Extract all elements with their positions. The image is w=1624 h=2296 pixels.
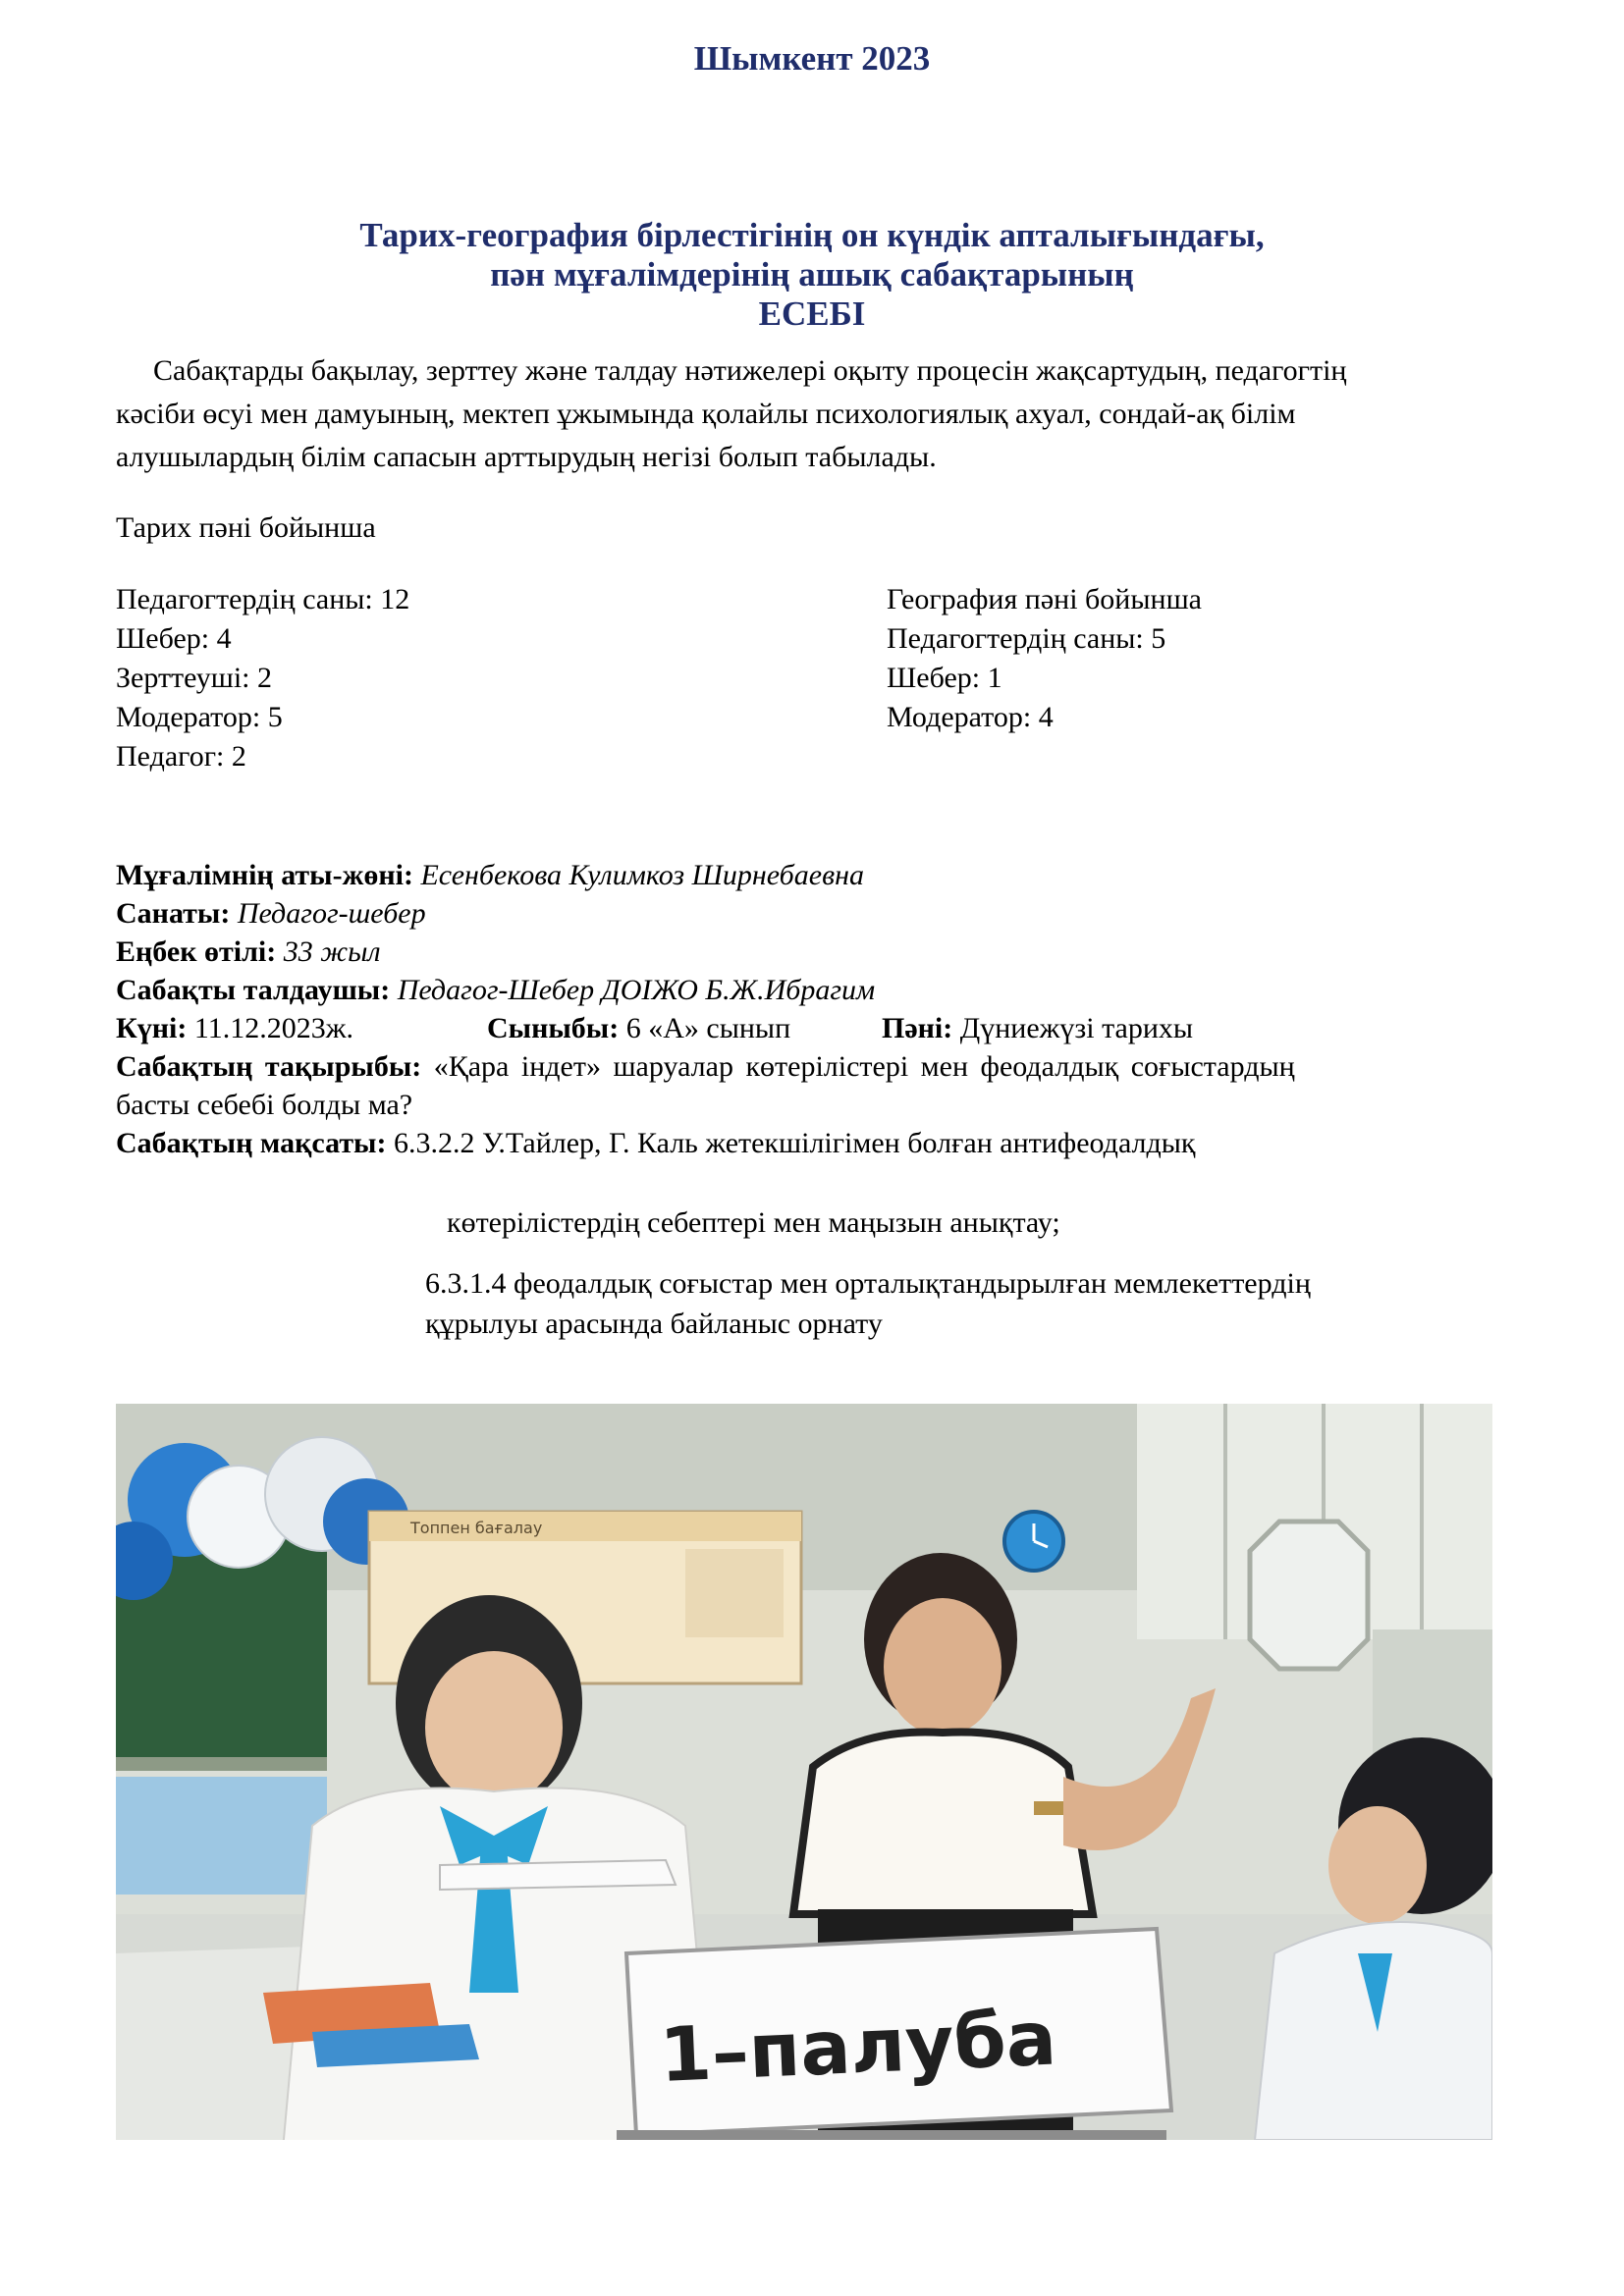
- report-title-line-1: Тарих-география бірлестігінің он күндік апталығындағы,: [359, 216, 1265, 254]
- topic-label: Сабақтың тақырыбы:: [116, 1050, 422, 1083]
- experience-label: Еңбек өтілі:: [116, 935, 277, 968]
- subject-field: [882, 1009, 1193, 1047]
- topic-row: [116, 1047, 1530, 1086]
- subject-value: Дүниежүзі тарихы: [952, 1012, 1194, 1044]
- history-heading: Тарих пәні бойынша: [116, 511, 376, 544]
- analyst-label: Сабақты талдаушы:: [116, 974, 391, 1006]
- analyst-value: Педагог-Шебер ДОІЖО Б.Ж.Ибрагим: [390, 974, 876, 1006]
- report-title: [0, 216, 1624, 334]
- history-stat-item: Педагог: 2: [116, 740, 246, 773]
- report-title-line-2: пән мұғалімдерінің ашық сабақтарының: [490, 255, 1134, 294]
- geography-stats: [887, 580, 1515, 737]
- presentation-board-title: Топпен бағалау: [410, 1519, 543, 1537]
- geography-stat-item: Модератор: 4: [887, 701, 1054, 733]
- classroom-photo: [116, 1404, 1492, 2140]
- geography-heading: География пәні бойынша: [887, 583, 1202, 615]
- date-field: [116, 1009, 353, 1047]
- lesson-details: [116, 856, 1530, 1162]
- experience-row: [116, 933, 1530, 971]
- teacher-label: Мұғалімнің аты-жөні:: [116, 859, 413, 891]
- intro-line-2: кәсіби өсуі мен дамуының, мектеп ұжымында қолайлы психологиялық ахуал, сондай-ақ білім: [116, 398, 1296, 430]
- category-label: Санаты:: [116, 897, 231, 930]
- history-stat-item: Шебер: 4: [116, 622, 232, 655]
- category-row: [116, 894, 1530, 933]
- class-field: [487, 1009, 790, 1047]
- geography-stat-item: Педагогтердің саны: 5: [887, 622, 1166, 655]
- subject-label: Пәні:: [882, 1012, 953, 1044]
- history-stat-item: Педагогтердің саны: 12: [116, 583, 410, 615]
- goal-value: 6.3.2.2 У.Тайлер, Г. Каль жетекшілігімен болған антифеодалдық: [386, 1127, 1196, 1159]
- history-stats: [116, 580, 862, 776]
- teacher-face: [884, 1598, 1001, 1735]
- geography-stat-item: Шебер: 1: [887, 662, 1002, 694]
- teacher-value: Есенбекова Кулимкоз Ширнебаевна: [412, 859, 864, 891]
- date-label: Күні:: [116, 1012, 188, 1044]
- student-face: [425, 1651, 563, 1804]
- teacher-row: [116, 856, 1530, 894]
- topic-row-continued: басты себебі болды ма?: [116, 1089, 413, 1121]
- classroom-photo-illustration: [116, 1404, 1492, 2140]
- date-class-subject-row: [116, 1009, 1530, 1047]
- experience-value: 33 жыл: [276, 935, 381, 968]
- desk-sign-text: 1–палуба: [657, 1994, 1058, 2099]
- class-label: Сыныбы:: [487, 1012, 620, 1044]
- goal-row: [116, 1124, 1530, 1162]
- teacher-blouse: [793, 1732, 1093, 1914]
- intro-line-1: Сабақтарды бақылау, зерттеу және талдау нәтижелері оқыту процесін жақсартудың, педагогтің: [153, 354, 1347, 387]
- topic-value: «Қара індет» шаруалар көтерілістері мен феодалдық соғыстардың: [421, 1050, 1295, 1083]
- intro-paragraph: [116, 349, 1530, 479]
- goal-line-4: құрылуы арасында байланыс орнату: [425, 1308, 883, 1340]
- analyst-row: [116, 971, 1530, 1009]
- category-value: Педагог-шебер: [230, 897, 426, 930]
- goal-line-3: 6.3.1.4 феодалдық соғыстар мен орталықтандырылған мемлекеттердің: [425, 1267, 1311, 1300]
- city-year-heading: Шымкент 2023: [693, 39, 931, 78]
- goal-line-2: көтерілістердің себептері мен маңызын анықтау;: [447, 1206, 1060, 1239]
- history-stat-item: Модератор: 5: [116, 701, 283, 733]
- history-stat-item: Зерттеуші: 2: [116, 662, 273, 694]
- class-value: 6 «А» сынып: [619, 1012, 791, 1044]
- report-title-line-3: ЕСЕБІ: [758, 294, 866, 333]
- wall-mirror: [1250, 1522, 1368, 1669]
- intro-line-3: алушылардың білім сапасын арттырудың негізі болып табылады.: [116, 441, 937, 473]
- date-value: 11.12.2023ж.: [187, 1012, 353, 1044]
- goal-secondary: [425, 1263, 1505, 1344]
- goal-label: Сабақтың мақсаты:: [116, 1127, 387, 1159]
